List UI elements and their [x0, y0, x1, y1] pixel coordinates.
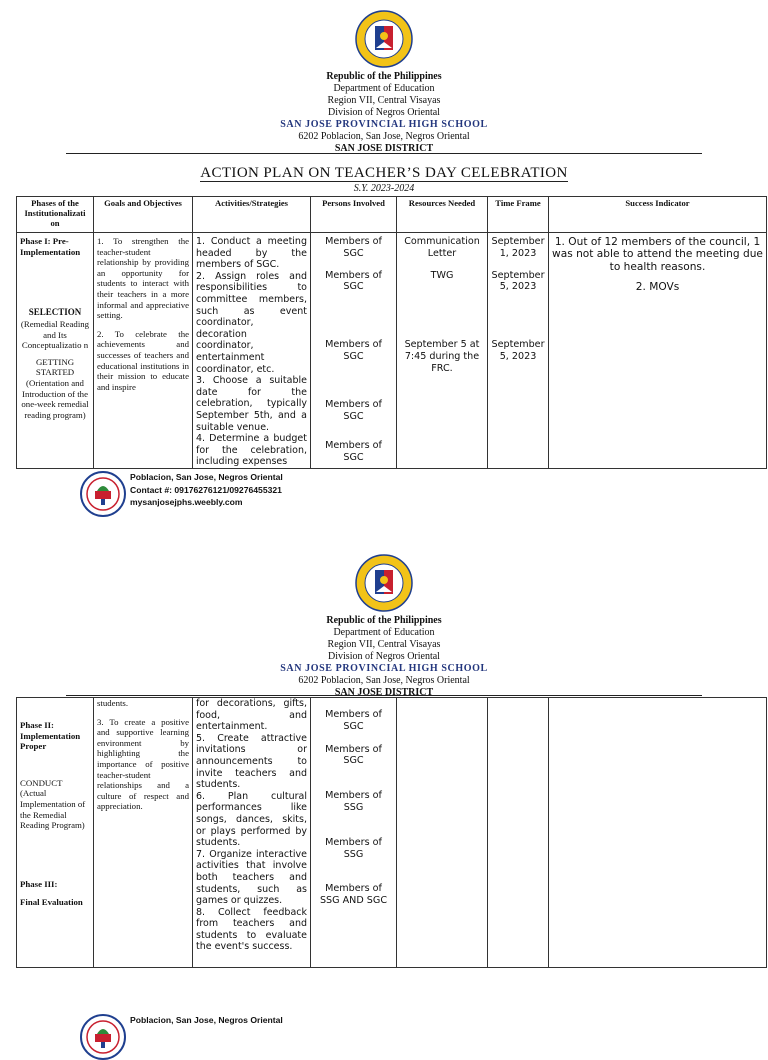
goal-item: 3. To create a positive and supportive learning environment by highlighting the importance of positive teacher-student relationships and a culture of respect and appreciation. [97, 716, 189, 812]
person-entry: Members of SGC [325, 398, 382, 422]
person-entry: Members of SGC [325, 269, 382, 293]
col-header-resources: Resources Needed [397, 197, 488, 233]
phase-title: Final Evaluation [20, 897, 83, 908]
activity-item: 6. Plan cultural performances like songs, dances, skits, or plays performed by students. [196, 790, 307, 849]
phase-cell [17, 233, 94, 469]
resource-entry: September 5 at 7:45 during the FRC. [404, 339, 480, 374]
phase-description: (Orientation and Introduction of the one-week remedial reading program) [21, 377, 89, 420]
school-address: 6202 Poblacion, San Jose, Negros Oriental [298, 131, 470, 142]
department-line: Department of Education [333, 83, 435, 94]
time-frame-cell [488, 233, 549, 469]
activity-item: 7. Organize interactive activities that involve both teachers and students, such as games or quizzes. [196, 848, 307, 907]
activities-cell [193, 233, 311, 469]
division-line: Division of Negros Oriental [328, 651, 440, 662]
document-title: ACTION PLAN ON TEACHER’S DAY CELEBRATION [200, 165, 568, 181]
phase-stage: GETTING STARTED [35, 356, 75, 378]
persons-cell [311, 233, 397, 469]
person-entry: Members of SGC [325, 709, 382, 732]
header-rule [66, 153, 702, 154]
resource-entry: TWG [430, 269, 454, 281]
col-header-phases: Phases of the Institutionalizati on [17, 197, 94, 233]
person-entry: Members of SGC [325, 440, 382, 464]
person-entry: Members of SSG [325, 790, 382, 813]
deped-seal-icon [355, 554, 413, 612]
person-entry: Members of SGC [325, 236, 382, 259]
deped-seal-icon [355, 10, 413, 68]
persons-cell [311, 698, 397, 968]
col-header-persons: Persons Involved [311, 197, 397, 233]
time-entry: September 5, 2023 [491, 269, 545, 293]
activity-item: 2. Assign roles and responsibilities to committee members, such as event coordinator, decoration coordinator, entertainment coordinator, etc. [196, 270, 307, 375]
table-header-row [17, 197, 767, 233]
footer-address: Poblacion, San Jose, Negros Oriental [130, 472, 283, 482]
school-name: SAN JOSE PROVINCIAL HIGH SCHOOL [280, 119, 488, 130]
col-header-goals: Goals and Objectives [94, 197, 193, 233]
time-entry: September 5, 2023 [491, 339, 545, 362]
phase-stage: SELECTION [28, 307, 82, 318]
person-entry: Members of SSG [325, 836, 382, 860]
footer-address: Poblacion, San Jose, Negros Oriental [130, 1015, 283, 1025]
letterhead [0, 615, 768, 699]
success-indicator-cell [549, 698, 767, 968]
col-header-time-frame: Time Frame [488, 197, 549, 233]
col-header-success: Success Indicator [549, 197, 767, 233]
person-entry: Members of SGC [325, 339, 382, 362]
division-line: Division of Negros Oriental [328, 107, 440, 118]
goal-item: students. [97, 698, 129, 708]
phase-description: (Actual Implementation of the Remedial Reading Program) [20, 788, 86, 831]
region-line: Region VII, Central Visayas [327, 639, 441, 650]
goal-item: 1. To strengthen the teacher-student relationship by providing an opportunity for students to interact with their teachers in a more informal and appreciative setting. [97, 236, 189, 321]
goals-cell [94, 233, 193, 469]
activities-cell [193, 698, 311, 968]
activity-item: 8. Collect feedback from teachers and students to evaluate the event's success. [196, 906, 307, 953]
action-plan-table-page-2 [16, 697, 767, 968]
activity-item: 5. Create attractive invitations or announcements to invite teachers and students. [196, 732, 307, 791]
district-line: SAN JOSE DISTRICT [334, 687, 434, 698]
table-row [17, 233, 767, 469]
activity-item: 3. Choose a suitable date for the celebration, typically September 5th, and a suitable venue. [196, 375, 307, 433]
phase-title: Phase III: [20, 878, 58, 889]
footer-website: mysanjosejphs.weebly.com [130, 497, 243, 507]
footer-contact: Contact #: 09176276121/09276455321 [130, 484, 282, 495]
department-line: Department of Education [333, 627, 435, 638]
republic-line: Republic of the Philippines [326, 71, 442, 82]
success-item: 1. Out of 12 members of the council, 1 was not able to attend the meeting due to health reasons. [552, 236, 763, 273]
resources-cell [397, 698, 488, 968]
school-year: S.Y. 2023-2024 [353, 183, 415, 194]
phase-title: Phase II: Implementation Proper [20, 720, 81, 752]
col-header-activities: Activities/Strategies [193, 197, 311, 233]
action-plan-table-page-1 [16, 196, 767, 469]
phase-cell [17, 698, 94, 968]
activity-item: 1. Conduct a meeting headed by the members of SGC. [196, 236, 307, 271]
time-frame-cell [488, 698, 549, 968]
success-indicator-cell [549, 233, 767, 469]
resources-cell [397, 233, 488, 469]
person-entry: Members of SSG AND SGC [319, 883, 388, 907]
activity-item: 4. Determine a budget for the celebration, including expenses [196, 433, 307, 468]
letterhead [0, 71, 768, 155]
republic-line: Republic of the Philippines [326, 615, 442, 626]
activity-item: for decorations, gifts, food, and entertainment. [196, 698, 307, 733]
school-name: SAN JOSE PROVINCIAL HIGH SCHOOL [280, 663, 488, 674]
resource-entry: Communication Letter [404, 236, 480, 259]
person-entry: Members of SGC [325, 743, 382, 767]
phase-title: Phase I: Pre-Implementation [20, 236, 81, 257]
school-logo-icon [80, 1014, 126, 1060]
district-line: SAN JOSE DISTRICT [334, 143, 434, 154]
phase-stage: CONDUCT [20, 777, 63, 788]
region-line: Region VII, Central Visayas [327, 95, 441, 106]
school-address: 6202 Poblacion, San Jose, Negros Oriental [298, 675, 470, 686]
table-row [17, 698, 767, 968]
goals-cell [94, 698, 193, 968]
phase-description: (Remedial Reading and Its Conceptualizatio n [20, 318, 90, 351]
header-rule [66, 695, 702, 696]
school-logo-icon [80, 471, 126, 517]
goal-item: 2. To celebrate the achievements and successes of teachers and educational institutions in their mission to educate and inspire [97, 328, 189, 392]
time-entry: September 1, 2023 [491, 236, 545, 259]
success-item: 2. MOVs [635, 281, 680, 294]
